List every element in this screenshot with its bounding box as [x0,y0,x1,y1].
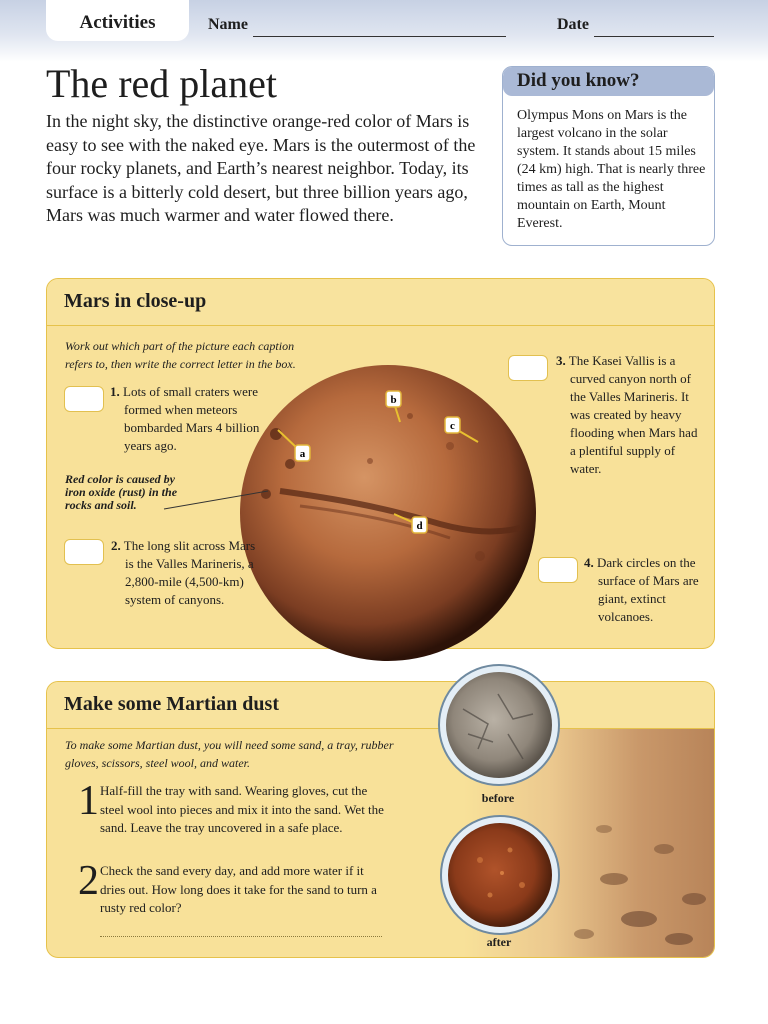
caption-1 [110,383,270,455]
dust-intro: To make some Martian dust, you will need some sand, a tray, rubber gloves, scissors, steel wool, and water. [65,738,394,770]
answer-box-1[interactable] [64,386,104,412]
caption-4-number: 4. [584,555,594,570]
crater [407,413,413,419]
caption-3 [556,352,706,478]
step-1-number: 1 [78,778,99,824]
svg-text:b: b [390,394,397,406]
marker-a [295,445,310,461]
step-2-text: Check the sand every day, and add more water if it dries out. How long does it take for the sand to turn a rusty red color? [100,863,377,915]
before-label: before [481,791,515,805]
answer-box-3[interactable] [508,355,548,381]
answer-box-2[interactable] [64,539,104,565]
page-title: The red planet [46,61,277,106]
crater [446,442,454,450]
marker-d [412,517,427,533]
svg-text:a: a [299,448,306,460]
caption-3-number: 3. [556,353,566,368]
caption-1-number: 1. [110,384,120,399]
after-label: after [486,935,512,949]
dust-title: Make some Martian dust [64,693,279,715]
caption-3-text: The Kasei Vallis is a curved canyon north of the Valles Marineris. It was created by heavy flooding when Mars had a plentiful supply of water. [568,353,698,476]
closeup-header [47,279,714,326]
answer-box-4[interactable] [538,557,578,583]
volcano-2 [285,459,295,469]
caption-4 [584,554,710,626]
dust-header [47,682,714,729]
did-you-know-text: Olympus Mons on Mars is the largest volcano in the solar system. It stands about 15 miles (24 km) high. That is nearly three times as tall as the highest mountain on Earth, Mount Everest. [517,108,706,231]
caption-2-number: 2. [111,538,121,553]
did-you-know-box [502,66,715,246]
closeup-title: Mars in close-up [64,290,207,312]
activities-tab: Activities [46,0,189,41]
svg-text:d: d [416,520,423,532]
date-label: Date [557,16,589,33]
after-dish [440,815,560,935]
closeup-instructions: Work out which part of the picture each caption refers to, then write the correct letter in the box. [65,339,296,371]
mars-image [240,356,540,666]
did-you-know-title: Did you know? [503,67,714,96]
name-line [253,36,506,37]
rust-note: Red color is caused by iron oxide (rust) in the rocks and soil. [65,472,178,512]
intro-paragraph: In the night sky, the distinctive orange-red color of Mars is easy to see with the naked eye. Mars is the outermost of the four rocky planets, and Earth’s nearest neighbor. Today, its surface is a bitterly cold desert, but three billion years ago, Mars was much warmer and water flowed there. [46,111,476,225]
caption-4-text: Dark circles on the surface of Mars are giant, extinct volcanoes. [597,555,699,624]
rust-leader-line [160,485,270,515]
crater [367,458,373,464]
volcano-1 [270,428,282,440]
crater [475,551,485,561]
marker-c [445,417,460,433]
svg-text:c: c [450,420,455,432]
name-label: Name [208,16,248,33]
date-line [594,36,714,37]
before-dish [438,664,560,786]
caption-2 [111,537,261,609]
answer-line[interactable] [100,936,382,937]
step-2-number: 2 [78,858,99,904]
caption-2-text: The long slit across Mars is the Valles Marineris, a 2,800-mile (4,500-km) system of canyons. [123,538,256,607]
caption-1-text: Lots of small craters were formed when meteors bombarded Mars 4 billion years ago. [123,384,260,453]
mars-globe-svg [240,356,540,666]
marker-b [386,391,401,407]
step-1-text: Half-fill the tray with sand. Wearing gloves, cut the steel wool into pieces and mix it into the sand. Wet the sand. Leave the tray uncovered in a safe place. [100,783,384,835]
